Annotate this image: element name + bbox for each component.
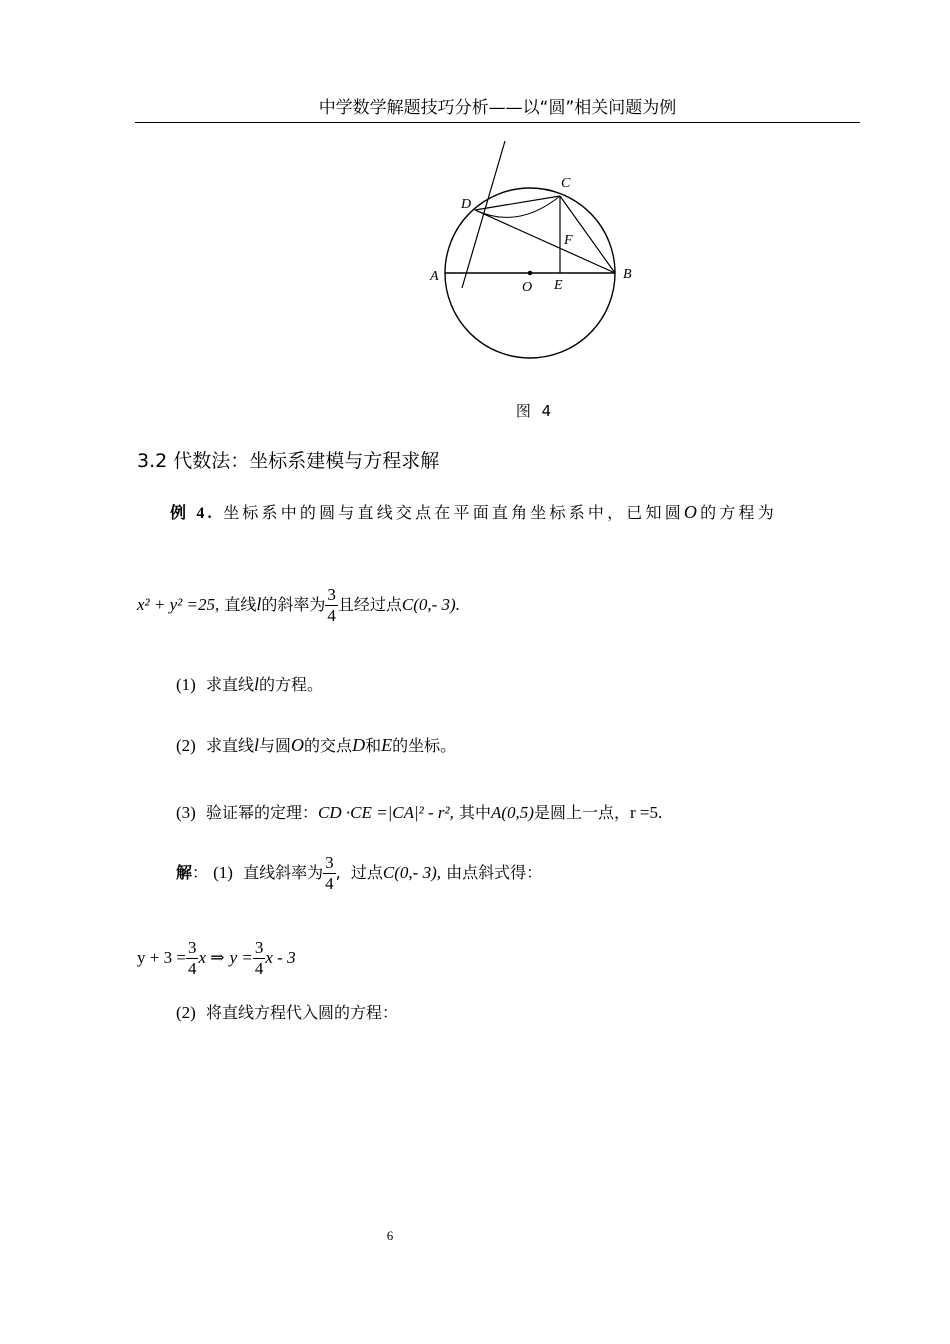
example-intro-end: 的方程为 bbox=[700, 503, 777, 522]
segment-db bbox=[475, 210, 615, 273]
question-1: (1) 求直线l的方程。 bbox=[176, 674, 324, 694]
solution-slope: $\frac{3}{4}$ bbox=[325, 853, 334, 893]
power-theorem: CD ·CE =|CA|² - r², bbox=[318, 803, 454, 822]
label-c: C bbox=[561, 176, 571, 191]
center-dot bbox=[528, 271, 533, 276]
slope-text: 的斜率为 bbox=[261, 595, 326, 614]
circle-equation: x² + y² =25, bbox=[137, 595, 220, 614]
q3-number: (3) bbox=[176, 803, 196, 822]
q2-number: (2) bbox=[176, 736, 196, 755]
example-intro: 坐标系中的圆与直线交点在平面直角坐标系中，已知圆 bbox=[223, 503, 684, 522]
line-text: 直线 bbox=[224, 595, 257, 614]
example-line2 bbox=[137, 585, 460, 626]
page-number: 6 bbox=[386, 1228, 394, 1243]
solution-label: 解 bbox=[176, 863, 193, 882]
example-line1 bbox=[170, 500, 777, 523]
example-label: 例 4. bbox=[170, 505, 215, 522]
circle-figure bbox=[418, 138, 658, 368]
solution-2: (2) 将直线方程代入圆的方程： bbox=[176, 1003, 399, 1022]
label-e: E bbox=[554, 278, 563, 293]
line-var: l bbox=[256, 594, 262, 614]
slope-fraction: $\frac{3}{4}$ bbox=[327, 585, 336, 625]
line-equation: y + 3 = $\frac{3}{4}$ x ⇒ y = $\frac{3}{4}$ x - 3 bbox=[137, 938, 296, 978]
page-header: 中学数学解题技巧分析——以“圆”相关问题为例 bbox=[135, 93, 860, 123]
point-text: 且经过点 bbox=[337, 595, 402, 614]
figure-caption: 图 4 bbox=[515, 402, 555, 420]
solution-1: 解： (1) 直线斜率为 $\frac{3}{4}$ , 过点C(0,- 3), 由点斜式得： bbox=[176, 853, 543, 893]
question-3: (3) 验证幂的定理：CD ·CE =|CA|² - r², 其中A(0,5)是圆上一点，r =5. bbox=[176, 803, 663, 822]
label-f: F bbox=[564, 233, 573, 248]
q1-number: (1) bbox=[176, 675, 196, 694]
label-b: B bbox=[623, 267, 632, 282]
circle-var: O bbox=[683, 502, 701, 522]
question-2: (2) 求直线l与圆O的交点D和E的坐标。 bbox=[176, 735, 457, 755]
point-c: C(0,- 3). bbox=[401, 595, 460, 614]
section-title: 3.2 代数法：坐标系建模与方程求解 bbox=[137, 450, 440, 472]
label-d: D bbox=[461, 197, 472, 212]
label-a: A bbox=[430, 269, 439, 284]
label-o: O bbox=[522, 280, 533, 295]
